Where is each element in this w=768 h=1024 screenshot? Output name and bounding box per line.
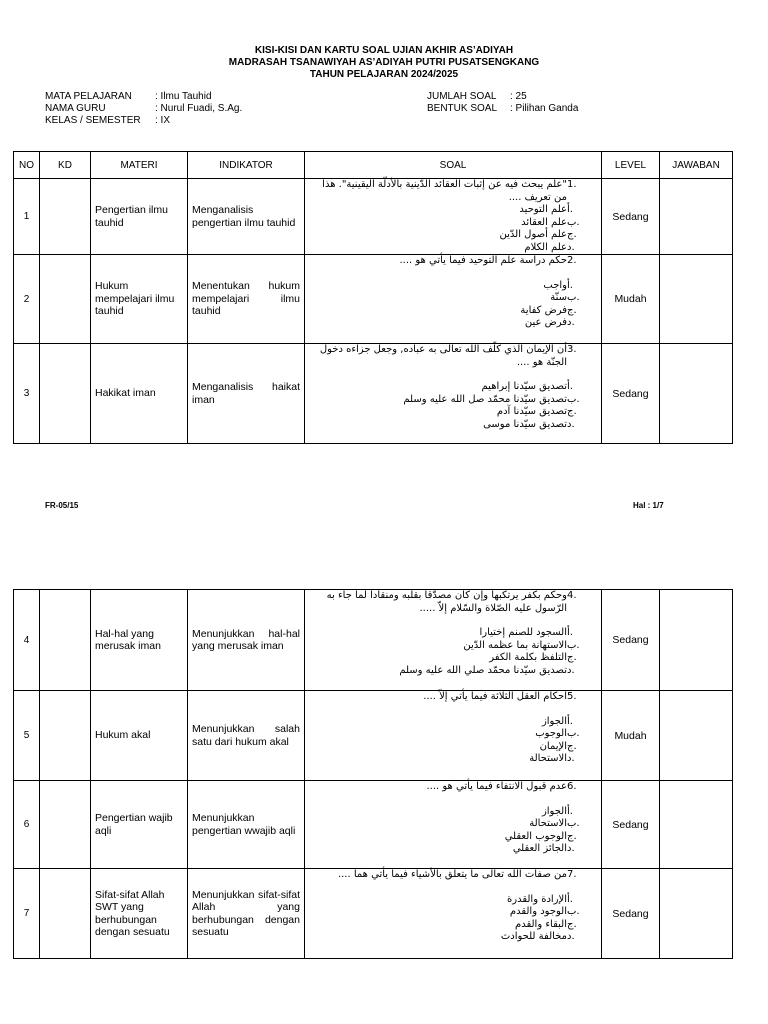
question — [311, 691, 581, 704]
option-text: الاستحالة — [529, 753, 567, 764]
question-number: 3. — [567, 344, 577, 355]
question-text: وحكم بكفر يرتكبها وإن كان مصدّقا بقلبه ومنقادا لما جاء به الرّسول عليه الصّلاة والسّلام إلاّ ..... — [326, 590, 567, 614]
meta-label: BENTUK SOAL — [427, 103, 498, 114]
meta-left — [45, 91, 242, 127]
question-block — [311, 255, 581, 330]
option-letter: ج. — [567, 229, 577, 240]
question — [311, 255, 581, 268]
answer-option — [311, 652, 581, 665]
option-text: السجود للصنم إختيارا — [479, 627, 567, 638]
option-text: تصديق سيّدنا محمّد صلي الله عليه وسلم — [399, 664, 567, 676]
option-text: الجائز العقلي — [512, 843, 567, 854]
table-row — [14, 869, 733, 959]
row-kd — [40, 344, 91, 444]
question-number: 5. — [567, 691, 577, 702]
answer-option — [311, 806, 581, 819]
option-letter: د. — [567, 843, 575, 854]
question-text: "علم يبحث فيه عن إثبات العقائد الدّينية بالأدلّة اليقينية". هذا من تعريف .... — [322, 179, 567, 203]
question — [311, 344, 581, 369]
title-line-1: KISI-KISI DAN KARTU SOAL UJIAN AKHIR AS’ADIYAH — [254, 45, 514, 56]
option-text: علم العقائد — [521, 216, 567, 228]
row-kd — [40, 179, 91, 255]
row-number: 5 — [14, 691, 40, 781]
col-header-indikator: INDIKATOR — [188, 152, 305, 179]
row-level: Sedang — [602, 179, 660, 255]
option-text: تصديق سيّدنا إبراهيم — [481, 381, 567, 392]
meta-value: : 25 — [510, 91, 527, 102]
option-text: تصديق سيّدنا آدم — [496, 406, 567, 417]
page-number: Hal : 1/7 — [633, 501, 664, 510]
option-text: مخالفة للحوادث — [500, 931, 567, 942]
question-block — [311, 691, 581, 766]
answer-option — [311, 381, 581, 394]
question-text: احكام العقل الثلاثة فيما يأتي إلاّ .... — [423, 691, 567, 702]
option-text: علم أصول الدّين — [499, 229, 567, 240]
col-header-materi: MATERI — [91, 152, 188, 179]
meta-value: : Ilmu Tauhid — [155, 91, 212, 102]
row-jawaban — [660, 781, 733, 869]
answer-option — [311, 716, 581, 729]
answer-option — [311, 894, 581, 907]
row-soal — [305, 869, 602, 959]
meta-label: KELAS / SEMESTER — [45, 115, 141, 126]
col-header-level: LEVEL — [602, 152, 660, 179]
col-header-jawaban: JAWABAN — [660, 152, 733, 179]
row-level: Mudah — [602, 255, 660, 344]
question-block — [311, 344, 581, 431]
row-level: Sedang — [602, 869, 660, 959]
answer-option — [311, 728, 581, 741]
answer-option — [311, 640, 581, 653]
option-letter: ب. — [567, 393, 580, 405]
row-indikator: Menentukan hukum mempelajari ilmu tauhid — [188, 255, 305, 344]
row-kd — [40, 781, 91, 869]
row-materi: Hukum mempelajari ilmu tauhid — [91, 255, 188, 344]
row-kd — [40, 691, 91, 781]
option-letter: أ. — [567, 279, 573, 291]
title-line-2: MADRASAH TSANAWIYAH AS’ADIYAH PUTRI PUSATSENGKANG — [228, 57, 540, 68]
option-letter: د. — [567, 664, 575, 676]
title-line-3: TAHUN PELAJARAN 2024/2025 — [309, 69, 459, 80]
row-kd — [40, 590, 91, 691]
meta-value: : Pilihan Ganda — [510, 103, 579, 114]
row-materi: Pengertian ilmu tauhid — [91, 179, 188, 255]
row-materi: Hakikat iman — [91, 344, 188, 444]
table-row — [14, 179, 733, 255]
option-letter: أ. — [567, 204, 573, 215]
row-indikator: Menunjukkan salah satu dari hukum akal — [188, 691, 305, 781]
question — [311, 869, 581, 882]
option-letter: ج. — [567, 918, 577, 930]
row-indikator: Menunjukkan pengertian wwajib aqli — [188, 781, 305, 869]
option-letter: ج. — [567, 406, 577, 417]
answer-option — [311, 931, 581, 944]
option-letter: د. — [567, 753, 575, 764]
row-number: 6 — [14, 781, 40, 869]
spacer — [311, 704, 581, 716]
answer-option — [311, 665, 581, 678]
table-row — [14, 590, 733, 691]
question-block — [311, 869, 581, 944]
option-text: الوجوب العقلي — [504, 830, 567, 842]
row-indikator: Menganalisis pengertian ilmu tauhid — [188, 179, 305, 255]
answer-option — [311, 906, 581, 919]
answer-option — [311, 419, 581, 432]
question-text: أن الإيمان الذي كلّف الله تعالى به عباده, وجعل جزاءه دخول الجنّة هو .... — [319, 344, 567, 368]
table-row — [14, 781, 733, 869]
meta-label: MATA PELAJARAN — [45, 91, 132, 102]
option-text: الاستحالة — [529, 818, 567, 829]
row-jawaban — [660, 691, 733, 781]
answer-option — [311, 292, 581, 305]
option-text: الاستهانة بما عظمه الدّين — [463, 639, 567, 651]
document-title — [0, 45, 768, 81]
question-number: 7. — [567, 869, 577, 880]
row-jawaban — [660, 869, 733, 959]
option-letter: أ. — [567, 627, 573, 638]
option-text: فرض عين — [524, 317, 567, 328]
option-text: الوجوب — [535, 728, 567, 739]
answer-option — [311, 217, 581, 230]
question-block — [311, 781, 581, 856]
question — [311, 590, 581, 615]
question — [311, 781, 581, 794]
meta-label: JUMLAH SOAL — [427, 91, 497, 102]
question-number: 4. — [567, 590, 577, 601]
answer-option — [311, 831, 581, 844]
row-soal — [305, 344, 602, 444]
row-jawaban — [660, 179, 733, 255]
row-materi: Sifat-sifat Allah SWT yang berhubungan dengan sesuatu — [91, 869, 188, 959]
option-letter: أ. — [567, 715, 573, 727]
option-text: واجب — [543, 279, 567, 291]
question-number: 2. — [567, 255, 577, 266]
question-block — [311, 590, 581, 677]
answer-option — [311, 242, 581, 255]
spacer — [311, 268, 581, 280]
option-letter: أ. — [567, 381, 573, 392]
spacer — [311, 882, 581, 894]
question-number: 6. — [567, 781, 577, 792]
answer-option — [311, 753, 581, 766]
spacer — [311, 369, 581, 381]
question-text: حكم دراسة علم التوحيد فيما يأتي هو .... — [399, 255, 567, 266]
col-header-kd: KD — [40, 152, 91, 179]
question-text: من صفات الله تعالى ما يتعلق بالأشياء فيما يأتي هما .... — [337, 869, 567, 880]
table-row — [14, 691, 733, 781]
answer-option — [311, 741, 581, 754]
option-text: تصديق سيّدنا محمّد صل الله عليه وسلم — [403, 393, 567, 405]
answer-option — [311, 280, 581, 293]
row-soal — [305, 691, 602, 781]
row-number: 1 — [14, 179, 40, 255]
row-soal — [305, 781, 602, 869]
row-indikator: Menganalisis haikat iman — [188, 344, 305, 444]
row-level: Mudah — [602, 691, 660, 781]
row-level: Sedang — [602, 590, 660, 691]
answer-option — [311, 317, 581, 330]
question-table-page-1 — [13, 151, 733, 444]
option-letter: ج. — [567, 304, 577, 316]
option-letter: ب. — [567, 818, 580, 829]
row-soal — [305, 590, 602, 691]
spacer — [311, 794, 581, 806]
table-row — [14, 344, 733, 444]
option-letter: د. — [567, 241, 575, 253]
option-text: الإيمان — [539, 740, 567, 752]
option-letter: د. — [567, 418, 575, 430]
option-letter: ب. — [567, 216, 580, 228]
answer-option — [311, 627, 581, 640]
option-letter: ب. — [567, 906, 580, 917]
option-text: التلفظ بكلمة الكفر — [489, 652, 567, 663]
meta-right — [427, 91, 578, 115]
row-number: 4 — [14, 590, 40, 691]
row-number: 2 — [14, 255, 40, 344]
row-materi: Hukum akal — [91, 691, 188, 781]
option-letter: ب. — [567, 292, 580, 303]
row-materi: Pengertian wajib aqli — [91, 781, 188, 869]
table-row — [14, 255, 733, 344]
meta-value: : IX — [155, 115, 171, 126]
option-text: علم الكلام — [524, 241, 567, 253]
option-text: البقاء والقدم — [515, 918, 567, 930]
option-letter: ج. — [567, 740, 577, 752]
row-indikator: Menunjukkan hal-hal yang merusak iman — [188, 590, 305, 691]
row-kd — [40, 255, 91, 344]
question — [311, 179, 581, 204]
question-table-page-2 — [13, 589, 733, 959]
option-letter: ب. — [567, 728, 580, 739]
option-text: الإرادة والقدرة — [507, 893, 567, 905]
row-number: 7 — [14, 869, 40, 959]
answer-option — [311, 204, 581, 217]
form-code: FR-05/15 — [45, 501, 79, 510]
row-soal — [305, 179, 602, 255]
row-jawaban — [660, 590, 733, 691]
row-number: 3 — [14, 344, 40, 444]
meta-label: NAMA GURU — [45, 103, 106, 114]
option-text: علم التوحيد — [519, 204, 567, 215]
row-jawaban — [660, 344, 733, 444]
col-header-soal: SOAL — [305, 152, 602, 179]
option-letter: أ. — [567, 893, 573, 905]
option-text: سنّة — [550, 292, 567, 303]
row-level: Sedang — [602, 781, 660, 869]
row-jawaban — [660, 255, 733, 344]
row-level: Sedang — [602, 344, 660, 444]
question-block — [311, 179, 581, 254]
answer-option — [311, 406, 581, 419]
row-indikator: Menunjukkan sifat-sifat Allah yang berhubungan dengan sesuatu — [188, 869, 305, 959]
option-letter: ج. — [567, 652, 577, 663]
option-letter: د. — [567, 317, 575, 328]
spacer — [311, 615, 581, 627]
question-number: 1. — [567, 179, 577, 190]
option-letter: أ. — [567, 805, 573, 817]
question-text: عدم قبول الانتفاء فيما يأتي هو .... — [426, 781, 567, 792]
answer-option — [311, 229, 581, 242]
meta-value: : Nurul Fuadi, S.Ag. — [155, 103, 243, 114]
option-letter: ج. — [567, 830, 577, 842]
option-text: الجواز — [541, 715, 567, 727]
option-text: فرض كفاية — [520, 304, 567, 316]
table-header-row — [14, 152, 733, 179]
answer-option — [311, 394, 581, 407]
row-materi: Hal-hal yang merusak iman — [91, 590, 188, 691]
answer-option — [311, 919, 581, 932]
option-letter: ب. — [567, 639, 580, 651]
option-text: الوجود والقدم — [509, 906, 567, 917]
option-text: الجواز — [541, 805, 567, 817]
row-soal — [305, 255, 602, 344]
row-kd — [40, 869, 91, 959]
option-letter: د. — [567, 931, 575, 942]
answer-option — [311, 843, 581, 856]
option-text: تصديق سيّدنا موسى — [483, 418, 567, 430]
answer-option — [311, 818, 581, 831]
answer-option — [311, 305, 581, 318]
col-header-no: NO — [14, 152, 40, 179]
